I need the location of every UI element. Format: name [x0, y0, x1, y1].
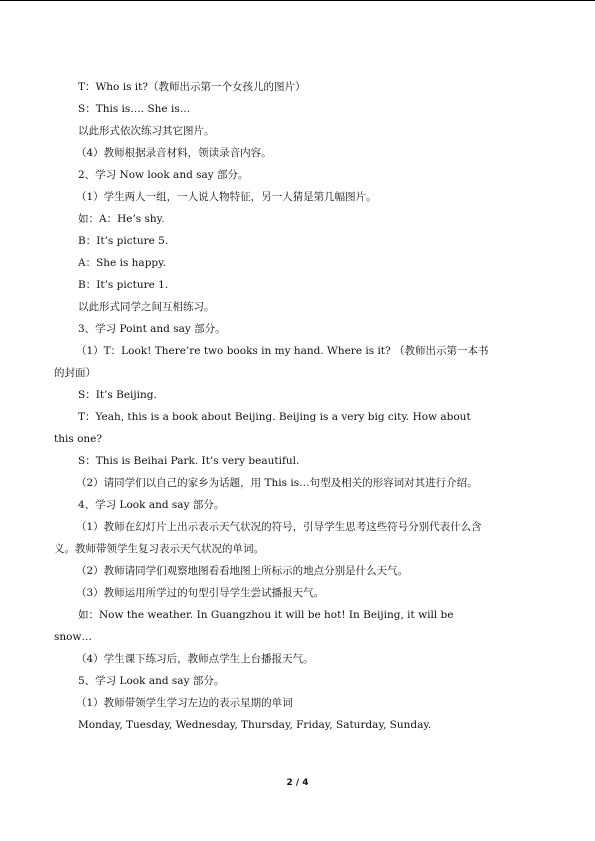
text-line: 如：A：He’s shy. — [78, 213, 165, 225]
text-line: T：Who is it?（教师出示第一个女孩儿的图片） — [78, 81, 306, 93]
text-line: 如：Now the weather. In Guangzhou it will be hot! In Beijing, it will be — [78, 609, 454, 621]
text-line: （4）学生课下练习后，教师点学生上台播报天气。 — [76, 653, 314, 665]
document-body — [54, 76, 540, 736]
text-line: （1）教师带领学生学习左边的表示星期的单词 — [76, 697, 293, 709]
top-rule — [0, 0, 595, 1]
text-line: A：She is happy. — [78, 257, 167, 269]
text-line: （1）T：Look! There’re two books in my hand. Where is it? （教师出示第一本书 — [76, 345, 489, 357]
text-line: 义。教师带领学生复习表示天气状况的单词。 — [54, 543, 264, 555]
text-line: B：It’s picture 5. — [78, 235, 169, 247]
text-line: Monday, Tuesday, Wednesday, Thursday, Friday, Saturday, Sunday. — [78, 719, 432, 731]
text-line: 以此形式依次练习其它图片。 — [78, 125, 215, 137]
text-line: （1）教师在幻灯片上出示表示天气状况的符号，引导学生思考这些符号分别代表什么含 — [76, 521, 482, 533]
text-line: S：This is Beihai Park. It’s very beautiful. — [78, 455, 300, 467]
text-line: （2）教师请同学们观察地图看看地图上所标示的地点分别是什么天气。 — [76, 565, 409, 577]
text-line: 以此形式同学之间互相练习。 — [78, 301, 215, 313]
text-line: 3、学习 Point and say 部分。 — [78, 323, 226, 335]
text-line: snow… — [54, 631, 92, 643]
text-line: 4、学习 Look and say 部分。 — [78, 499, 225, 511]
text-line: B：It’s picture 1. — [78, 279, 169, 291]
text-line: （4）教师根据录音材料，领读录音内容。 — [76, 147, 272, 159]
text-line: 2、学习 Now look and say 部分。 — [78, 169, 249, 181]
text-line: 的封面） — [54, 367, 96, 379]
text-line: S：It’s Beijing. — [78, 389, 157, 401]
text-line: S：This is…. She is… — [78, 103, 191, 115]
page-number: 2 / 4 — [286, 778, 309, 788]
text-line: （3）教师运用所学过的句型引导学生尝试播报天气。 — [76, 587, 325, 599]
text-line: 5、学习 Look and say 部分。 — [78, 675, 225, 687]
text-line: T：Yeah, this is a book about Beijing. Beijing is a very big city. How about — [78, 411, 471, 423]
text-line: （2）请同学们以自己的家乡为话题，用 This is…句型及相关的形容词对其进行介绍。 — [76, 477, 478, 489]
text-line: this one? — [54, 433, 102, 445]
text-line: （1）学生两人一组，一人说人物特征，另一人猜是第几幅图片。 — [76, 191, 377, 203]
